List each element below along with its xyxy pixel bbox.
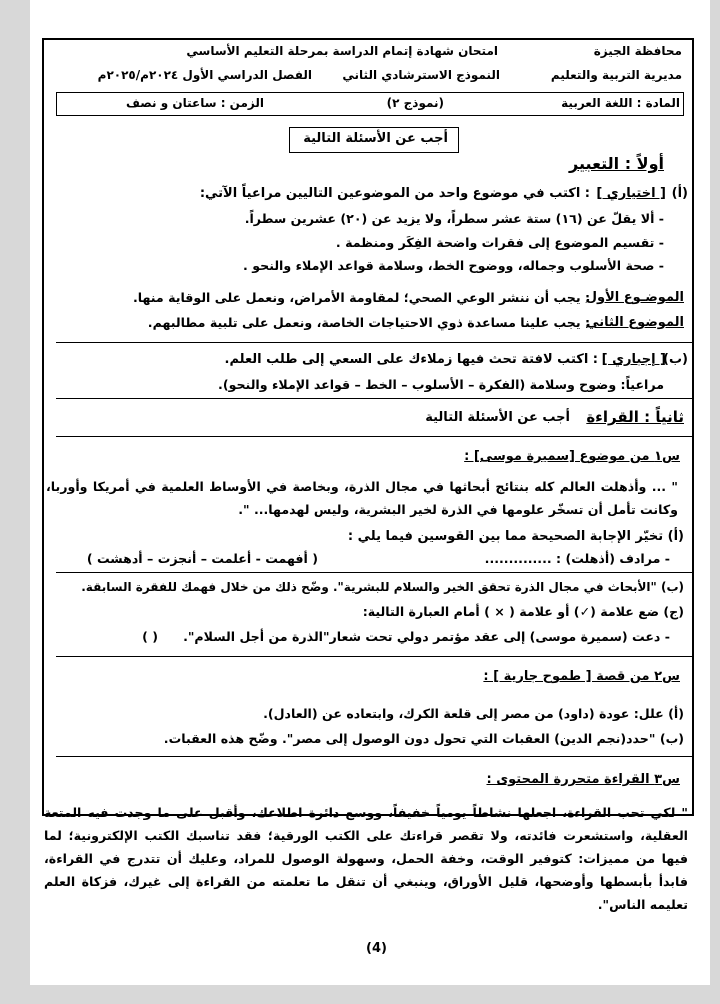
exam-time: الزمن : ساعتان و نصف: [125, 96, 264, 110]
model-name: النموذج الاسترشادي الثاني: [342, 68, 500, 82]
section2-title: ثانياً : القراءة: [586, 408, 684, 426]
topic1-label: الموضـوع الأول: [585, 290, 684, 305]
exam-page: [30, 0, 710, 985]
divider: [56, 436, 692, 437]
topic1-text: : يجب أن ننشر الوعي الصحي؛ لمقاومة الأمراض، ونعمل على الوقاية منها.: [132, 290, 590, 305]
q1-c1-answer-blank: ( ): [142, 629, 158, 644]
rule-3: - صحة الأسلوب وجماله، ووضوح الخط، وسلامة قواعد الإملاء والنحو .: [243, 258, 664, 273]
q-b-rules: مراعياً: وضوح وسلامة (الفكرة – الأسلوب – الخط – قواعد الإملاء والنحو).: [218, 377, 664, 392]
model-number: (نموذج ٢): [386, 96, 444, 110]
q1-title: س١ من موضوع [سميرة موسى] :: [464, 449, 680, 464]
q3-passage: " لكي تحب القراءة، اجعلها نشاطاً يومياً خفيفاً، ووسع دائرة اطلاعك، وأقبل على ما وجدت فيه المتعة العقلية، واستشعرت فائدته، ولا تقصر قراءتك على الكتب الورقية؛ فقد تناسبك الكتب الإلكترونية؛ لما فيها من مميزات: كتوفير الوقت، وخفة الحمل، وسهولة الوصول للمراد، وعليك أن تتدرج في القراءة، فابدأ بأبسطها وأوضحها، قليل الأوراق، وينبغي أن تنقل ما تعلمته من القراءة إلى غيرك، فزكاة العلم تعليمه الناس".: [44, 805, 688, 912]
q-b-label: (ب): [663, 352, 688, 367]
rule-1: - ألا يقلّ عن (١٦) ستة عشر سطراً، ولا يزيد عن (٢٠) عشرين سطراً.: [244, 211, 664, 226]
q1-c: (ج) ضع علامة (✓) أو علامة ( × ) أمام العبارة التالية:: [362, 604, 684, 619]
divider: [56, 656, 692, 657]
instruction: أجب عن الأسئلة التالية: [303, 131, 448, 146]
divider: [56, 398, 692, 399]
term: الفصل الدراسي الأول ٢٠٢٤م/٢٠٢٥م: [97, 68, 312, 82]
section2-instruction: أجب عن الأسئلة التالية: [425, 410, 570, 425]
divider: [56, 756, 692, 757]
q2-a: (أ) علل: عودة (داود) من مصر إلى قلعة الكرك، وابتعاده عن (العادل).: [263, 706, 684, 721]
q1-a1: - مرادف (أذهلت) : ..............: [484, 551, 670, 566]
q-b-text: : اكتب لافتة تحث فيها زملاءك على السعي إلى طلب العلم.: [224, 352, 598, 367]
exam-title: امتحان شهادة إتمام الدراسة بمرحلة التعليم الأساسي: [186, 44, 498, 58]
q1-a1-options: ( أفهمت - أعلمت – أنجزت – أدهشت ): [86, 551, 318, 566]
governorate: محافظة الجيزة: [593, 44, 682, 58]
rule-2: - تقسيم الموضوع إلى فقرات واضحة الفِكَر ومنظمة .: [335, 235, 664, 250]
q1-b: (ب) "الأبحاث في مجال الذرة تحقق الخير والسلام للبشرية". وضّح ذلك من خلال فهمك للفقرة السابقة.: [81, 580, 684, 594]
q2-b: (ب) "حدد(نجم الدين) العقبات التي تحول دون الوصول إلى مصر". وضّح هذه العقبات.: [163, 731, 684, 746]
q3-title: س٣ القراءة متحررة المحتوى :: [486, 772, 680, 787]
topic2-label: الموضوع الثاني: [586, 315, 684, 330]
q-b-tag: [ إجباري ]: [601, 352, 666, 367]
section1-title: أولاً : التعبير: [569, 154, 664, 173]
q-a-tag: [ اختياري ]: [596, 186, 666, 201]
subject: المادة : اللغة العربية: [561, 96, 680, 110]
topic2-text: : يجب علينا مساعدة ذوي الاحتياجات الخاصة، ونعمل على تلبية مطالبهم.: [147, 315, 590, 330]
divider: [56, 342, 692, 343]
page-number: (4): [366, 941, 387, 956]
directorate: مديرية التربية والتعليم: [550, 68, 682, 82]
q1-passage: " ... وأذهلت العالم كله بنتائج أبحاثها في مجال الذرة، وبخاصة في الأوساط العلمية في أمريكا وأوربا، وكانت تأمل أن تسخّر علومها في الذرة لخير البشرية، وليس لهدمها... ".: [46, 479, 678, 517]
q-a-label: (أ): [671, 186, 688, 201]
q2-title: س٢ من قصة [ طموح جارية ] :: [483, 669, 680, 684]
q-a-text: : اكتب في موضوع واحد من الموضوعين التاليين مراعياً الآتي:: [199, 186, 590, 201]
q1-c1: - دعت (سميرة موسى) إلى عقد مؤتمر دولي تحت شعار"الذرة من أجل السلام".: [183, 629, 670, 644]
q1-a: (أ) تخيّر الإجابة الصحيحة مما بين القوسين فيما يلي :: [347, 529, 684, 544]
divider: [56, 572, 692, 573]
